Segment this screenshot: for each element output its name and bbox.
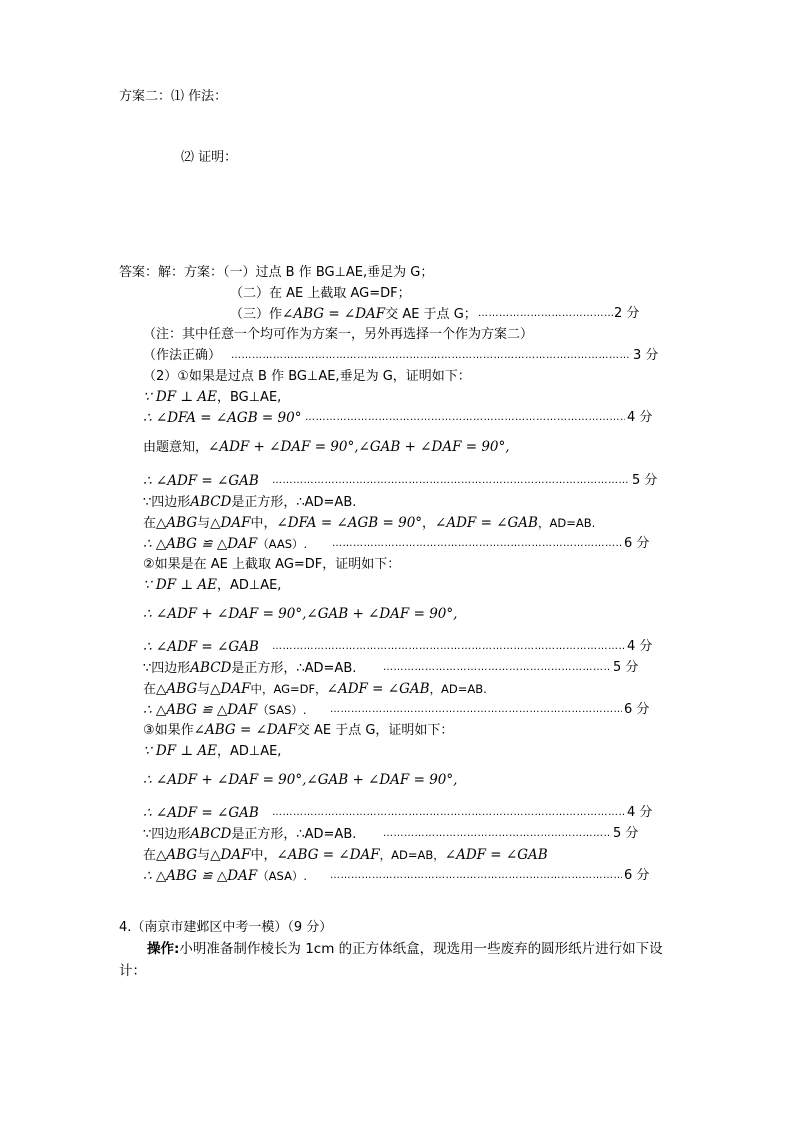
text-segment: 在 [143, 682, 157, 697]
math-expr: ∴ ∠DFA = ∠AGB = 90° [143, 410, 302, 426]
text-segment: （SAS）. [257, 703, 307, 717]
text-segment: 是正方形，∴AD=AB. [231, 495, 357, 510]
score-mark: 5 分 [613, 826, 639, 841]
score-mark: 6 分 [624, 868, 650, 883]
math-expr: ∴ ∠ADF = ∠GAB [143, 473, 259, 489]
text-segment: 是正方形，∴AD=AB. [231, 827, 357, 842]
text-segment: ，AD=AB. [537, 516, 596, 530]
score-mark: 5 分 [632, 473, 658, 488]
score-mark: 2 分 [614, 306, 640, 321]
text-segment: 在 [143, 516, 157, 531]
math-expr: ABCD [190, 826, 232, 842]
math-expr: ∴ △ABG ≌ △DAF [143, 536, 258, 552]
leader-dots [330, 701, 622, 719]
math-expr: ∠ABG = ∠DAF [276, 847, 380, 863]
math-expr: ∴ ∠ADF + ∠DAF = 90°,∠GAB + ∠DAF = 90°, [143, 606, 458, 622]
case3-line-c [143, 804, 259, 823]
leader-dots [305, 409, 625, 427]
text-segment: ，AD=AB， [379, 848, 445, 862]
math-expr: △DAF [210, 681, 251, 697]
case2-line-a [143, 576, 281, 595]
case1-line-a [143, 388, 281, 407]
math-expr: ∴ ∠ADF = ∠GAB [143, 805, 259, 821]
plan2-method-heading: 方案二：⑴ 作法： [119, 89, 228, 104]
math-expr: ∴ △ABG ≌ △DAF [143, 868, 258, 884]
math-expr: △ABG [156, 515, 198, 531]
answer-plan-1: 答案：解：方案：（一）过点 B 作 BG⊥AE,垂足为 G； [119, 265, 434, 280]
text-segment: ，AD⊥AE, [216, 578, 282, 593]
q4-heading: 4.（南京市建邺区中考一模）（9 分） [119, 920, 333, 935]
case1-line-e [143, 493, 356, 512]
math-expr: ∵ DF ⊥ AE [143, 577, 217, 593]
note-line: （注：其中任意一个均可作为方案一，另外再选择一个作为方案二） [143, 327, 534, 342]
case3-line-f [143, 867, 307, 886]
case3-heading [143, 721, 453, 740]
text-segment: 与 [197, 848, 211, 863]
text-segment: ∵四边形 [143, 827, 191, 842]
leader-dots [272, 804, 625, 822]
leader-dots [332, 535, 622, 553]
text-segment: ∵四边形 [143, 661, 191, 676]
text-segment: ∵四边形 [143, 495, 191, 510]
case2-line-b [143, 605, 457, 624]
math-expr: ∴ ∠ADF = ∠GAB [143, 639, 259, 655]
math-expr: △DAF [210, 847, 251, 863]
text-segment: ，BG⊥AE, [216, 390, 282, 405]
math-expr: ∵ DF ⊥ AE [143, 743, 217, 759]
text-segment: 中，AG=DF， [250, 682, 327, 696]
leader-dots [330, 867, 622, 885]
answer-plan-3 [230, 305, 477, 324]
case2-line-d [143, 659, 356, 678]
case2-line-c [143, 638, 259, 657]
case2-line-f [143, 701, 307, 720]
text-segment: （ASA）. [257, 869, 308, 883]
q4-operation [147, 940, 663, 958]
score-mark: 4 分 [627, 639, 653, 654]
text-segment: 交 AE 于点 G，证明如下： [296, 723, 454, 738]
text-segment: 与 [197, 682, 211, 697]
case1-line-b [143, 409, 301, 428]
text-segment: ， [422, 516, 436, 531]
math-expr: ∠ADF = ∠GAB [444, 847, 548, 863]
leader-dots [383, 825, 611, 843]
text-segment: （AAS）. [257, 537, 308, 551]
q4-operation-cont: 计： [119, 963, 146, 979]
q4-operation-text: 小明准备制作棱长为 1cm 的正方体纸盒，现选用一些废弃的圆形纸片进行如下设 [179, 941, 663, 957]
score-mark: 5 分 [613, 660, 639, 675]
math-expr: ABCD [190, 660, 232, 676]
math-expr: ∵ DF ⊥ AE [143, 389, 217, 405]
case3-line-e [143, 846, 548, 865]
text-segment: 在 [143, 848, 157, 863]
math-expr: ABCD [190, 494, 232, 510]
answer-plan-3-text: （三）作 [230, 307, 283, 322]
method-correct: （作法正确） [143, 348, 222, 363]
case2-line-e [143, 680, 487, 699]
answer-plan-3-text-b: 交 AE 于点 G； [385, 307, 477, 322]
math-expr: ∠DFA = ∠AGB = 90° [276, 515, 423, 531]
math-expr: ∴ △ABG ≌ △DAF [143, 702, 258, 718]
leader-dots [383, 659, 611, 677]
score-mark: 4 分 [627, 410, 653, 425]
plan2-proof-heading: ⑵ 证明： [181, 150, 238, 165]
math-expr: ∠ADF = ∠GAB [326, 681, 430, 697]
case1-line-g [143, 535, 307, 554]
text-segment: 由题意知， [143, 440, 209, 455]
score-mark: 6 分 [624, 702, 650, 717]
leader-dots [478, 305, 613, 323]
answer-plan-3-math: ∠ABG = ∠DAF [282, 306, 386, 322]
text-segment: 与 [197, 516, 211, 531]
math-expr: ∠ADF + ∠DAF = 90°,∠GAB + ∠DAF = 90°, [208, 439, 510, 455]
leader-dots [231, 347, 631, 365]
score-mark: 3 分 [633, 348, 659, 363]
math-expr: △DAF [210, 515, 251, 531]
case3-line-b [143, 771, 457, 790]
score-mark: 4 分 [627, 805, 653, 820]
text-segment: ③如果作 [143, 723, 194, 738]
case2-heading: ②如果是在 AE 上截取 AG=DF，证明如下： [143, 557, 401, 572]
case3-line-d [143, 825, 356, 844]
text-segment: 中， [250, 516, 277, 531]
case1-line-d [143, 472, 259, 491]
math-expr: ∴ ∠ADF + ∠DAF = 90°,∠GAB + ∠DAF = 90°, [143, 772, 458, 788]
math-expr: △ABG [156, 847, 198, 863]
math-expr: ∠ABG = ∠DAF [193, 722, 297, 738]
case1-line-f [143, 514, 595, 533]
leader-dots [272, 472, 630, 490]
text-segment: 是正方形，∴AD=AB. [231, 661, 357, 676]
text-segment: ，AD=AB. [429, 682, 487, 696]
score-mark: 6 分 [624, 536, 650, 551]
text-segment: 中， [250, 848, 277, 863]
text-segment: ，AD⊥AE, [216, 744, 282, 759]
math-expr: △ABG [156, 681, 198, 697]
case3-line-a [143, 742, 281, 761]
answer-plan-2: （二）在 AE 上截取 AG=DF； [230, 286, 411, 301]
case1-line-c [143, 438, 510, 457]
leader-dots [272, 638, 625, 656]
q4-operation-label: 操作: [147, 941, 180, 957]
math-expr: ∠ADF = ∠GAB [435, 515, 538, 531]
case1-heading: （2）①如果是过点 B 作 BG⊥AE,垂足为 G，证明如下： [143, 369, 471, 384]
